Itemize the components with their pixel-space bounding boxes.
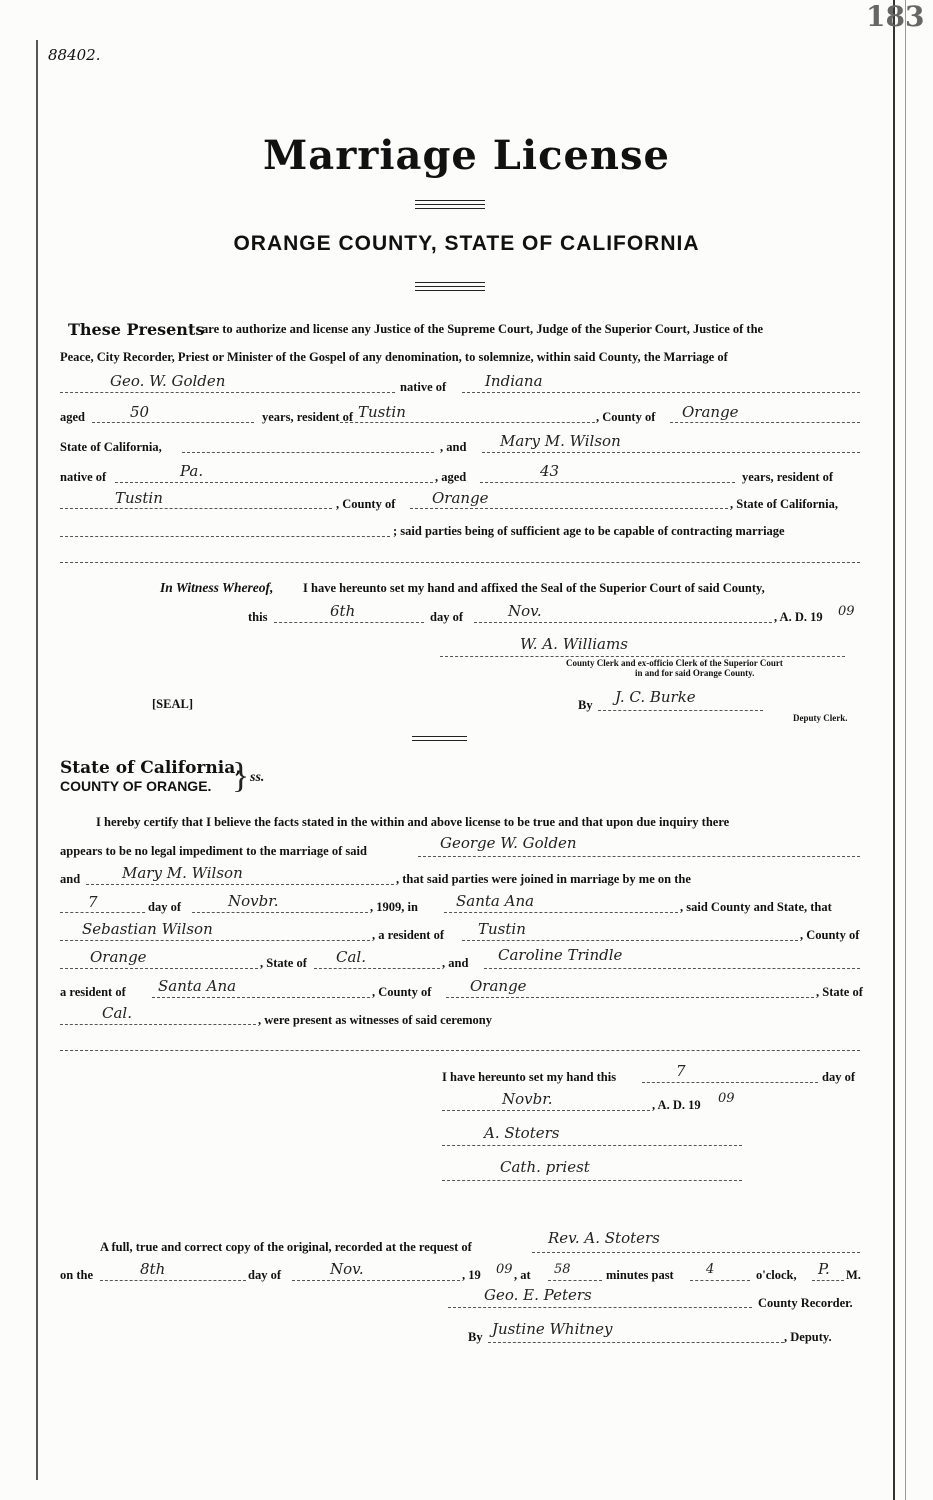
certificate-and-label: and <box>60 872 81 886</box>
hand-day: 7 <box>676 1062 686 1080</box>
groom-age: 50 <box>130 403 150 421</box>
clerk-title-1: County Clerk and ex-officio Clerk of the Superior Court <box>566 658 783 668</box>
witness-1-resident-label: , a resident of <box>372 928 444 942</box>
bride-native: Pa. <box>180 462 204 480</box>
page-edge-right-inner <box>905 0 906 1500</box>
license-intro-1: are to authorize and license any Justice of the Supreme Court, Judge of the Superior Court, Justice of the <box>202 322 764 336</box>
reference-number: 88402. <box>48 46 101 64</box>
clerk-signature: W. A. Williams <box>520 635 628 653</box>
clerk-title-2: in and for said Orange County. <box>635 668 755 678</box>
and-label: , and <box>440 440 467 454</box>
years-resident-label: years, resident of <box>262 410 354 424</box>
recording-minutes: 58 <box>554 1262 571 1277</box>
officiant-title: Cath. priest <box>500 1158 590 1176</box>
bride-county-label: , County of <box>336 497 396 511</box>
title-rule-2 <box>415 204 485 205</box>
recording-by-label: By <box>468 1330 483 1344</box>
witness-2-county: Orange <box>470 977 527 995</box>
officiant-signature: A. Stoters <box>484 1124 560 1142</box>
bride-native-label: native of <box>60 470 107 484</box>
brace: } <box>232 755 250 795</box>
section-rule-1 <box>412 736 467 737</box>
recording-deputy-signature: Justine Whitney <box>492 1320 613 1338</box>
subtitle-rule-1 <box>415 282 485 283</box>
witness-2-name: Caroline Trindle <box>498 946 623 964</box>
recording-hour: 4 <box>706 1262 715 1277</box>
witness-2-state-label: , State of <box>816 985 863 999</box>
recording-meridiem: P. <box>818 1260 830 1278</box>
bride-name: Mary M. Wilson <box>500 432 621 450</box>
certificate-groom-name: George W. Golden <box>440 834 577 852</box>
hand-text: I have hereunto set my hand this <box>442 1070 617 1084</box>
recording-minutes-label: minutes past <box>606 1268 674 1282</box>
hand-ad-label: , A. D. 19 <box>652 1098 701 1112</box>
hand-year: 09 <box>718 1091 735 1106</box>
recording-requester: Rev. A. Stoters <box>548 1229 660 1247</box>
recording-text: A full, true and correct copy of the original, recorded at the request of <box>100 1240 472 1254</box>
recording-year-label: , 19 <box>462 1268 481 1282</box>
witness-1-name: Sebastian Wilson <box>82 920 213 938</box>
recording-oclock-label: o'clock, <box>756 1268 797 1282</box>
license-month: Nov. <box>508 602 542 620</box>
witness-1-county-label: , County of <box>800 928 860 942</box>
witness-2-residence: Santa Ana <box>158 977 237 995</box>
recording-deputy-title: , Deputy. <box>784 1330 832 1344</box>
license-day: 6th <box>330 602 356 620</box>
document-title: Marriage License <box>263 132 670 179</box>
bride-age: 43 <box>540 462 560 480</box>
joined-text: , that said parties were joined in marriage by me on the <box>396 872 691 886</box>
marriage-day: 7 <box>88 893 98 911</box>
recording-month: Nov. <box>330 1260 364 1278</box>
bride-years-label: years, resident of <box>742 470 834 484</box>
groom-name: Geo. W. Golden <box>110 372 226 390</box>
page-edge-right <box>893 0 895 1500</box>
witness-1-state-label: , State of <box>260 956 307 970</box>
county-state-text: , said County and State, that <box>680 900 832 914</box>
marriage-day-of-label: day of <box>148 900 181 914</box>
native-of-label: native of <box>400 380 447 394</box>
groom-county: Orange <box>682 403 739 421</box>
this-label: this <box>248 610 268 624</box>
recorder-title: County Recorder. <box>758 1296 853 1310</box>
aged-label: aged <box>60 410 85 424</box>
recording-day-of-label: day of <box>248 1268 281 1282</box>
recording-at-label: , at <box>514 1268 531 1282</box>
hand-day-of-label: day of <box>822 1070 855 1084</box>
county-of-label: , County of <box>596 410 656 424</box>
certificate-county-heading: COUNTY OF ORANGE. <box>60 778 212 794</box>
witness-text: I have hereunto set my hand and affixed the Seal of the Superior Court of said County, <box>303 581 765 595</box>
recording-day: 8th <box>140 1260 166 1278</box>
witness-lead: In Witness Whereof, <box>160 580 274 595</box>
state-label: State of California, <box>60 440 162 454</box>
license-lead: These Presents <box>68 320 205 339</box>
section-rule-2 <box>412 740 467 741</box>
recording-year: 09 <box>496 1262 513 1277</box>
title-rule-1 <box>415 200 485 201</box>
marriage-year-label: , 1909, in <box>370 900 418 914</box>
groom-native: Indiana <box>485 372 543 390</box>
witness-2-county-label: , County of <box>372 985 432 999</box>
deputy-clerk-title: Deputy Clerk. <box>793 713 848 723</box>
witnesses-text: , were present as witnesses of said ceremony <box>258 1013 492 1027</box>
certificate-state-heading: State of California, <box>60 758 242 778</box>
ad-label: , A. D. 19 <box>774 610 823 624</box>
ss-label: ss. <box>250 770 265 785</box>
marriage-place: Santa Ana <box>456 892 535 910</box>
document-subtitle: ORANGE COUNTY, STATE OF CALIFORNIA <box>233 232 700 255</box>
certificate-bride-name: Mary M. Wilson <box>122 864 243 882</box>
witness-and-label: , and <box>442 956 469 970</box>
bride-state-label: , State of California, <box>730 497 838 511</box>
title-rule-3 <box>415 208 485 209</box>
license-intro-2: Peace, City Recorder, Priest or Minister of the Gospel of any denomination, to solemnize, within said County, the Marriage of <box>60 350 728 364</box>
witness-2-resident-label: a resident of <box>60 985 126 999</box>
subtitle-rule-2 <box>415 286 485 287</box>
deputy-clerk-signature: J. C. Burke <box>615 688 696 706</box>
bride-aged-label: , aged <box>435 470 467 484</box>
recording-on-the-label: on the <box>60 1268 93 1282</box>
license-closing: ; said parties being of sufficient age to be capable of contracting marriage <box>393 524 785 538</box>
page-number: 183 <box>866 0 925 33</box>
marriage-month: Novbr. <box>228 892 279 910</box>
hand-month: Novbr. <box>502 1090 553 1108</box>
day-of-label: day of <box>430 610 463 624</box>
certificate-line-2: appears to be no legal impediment to the marriage of said <box>60 844 367 858</box>
recording-m-label: M. <box>846 1268 861 1282</box>
groom-residence: Tustin <box>358 403 406 421</box>
witness-2-state: Cal. <box>102 1004 132 1022</box>
witness-1-state: Cal. <box>336 948 366 966</box>
witness-1-residence: Tustin <box>478 920 526 938</box>
bride-residence: Tustin <box>115 489 163 507</box>
page-edge-left <box>36 40 38 1480</box>
license-year-suffix: 09 <box>838 604 855 619</box>
bride-county: Orange <box>432 489 489 507</box>
seal: [SEAL] <box>152 697 193 711</box>
witness-1-county: Orange <box>90 948 147 966</box>
by-label: By <box>578 698 593 712</box>
subtitle-rule-3 <box>415 290 485 291</box>
recorder-signature: Geo. E. Peters <box>484 1286 592 1304</box>
certificate-line-1: I hereby certify that I believe the facts stated in the within and above license to be true and that upon due inquiry there <box>96 815 730 829</box>
